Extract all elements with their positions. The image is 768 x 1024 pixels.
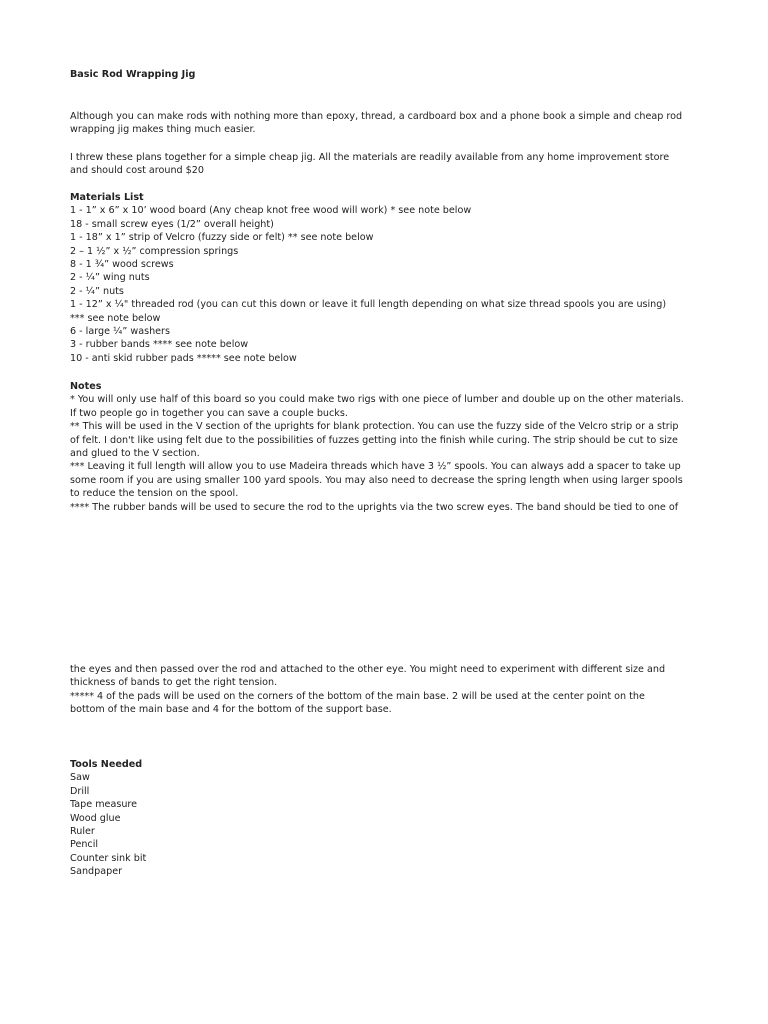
plans-line: and should cost around $20 bbox=[70, 165, 204, 177]
intro-line: Although you can make rods with nothing more than epoxy, thread, a cardboard box and a phone book a simple and cheap rod bbox=[70, 111, 683, 122]
materials-item: 2 – 1 ½” x ½” compression springs bbox=[70, 245, 239, 257]
materials-item: 2 - ¼” wing nuts bbox=[70, 272, 150, 284]
note-line: ***** 4 of the pads will be used on the corners of the bottom of the main base. 2 will be used at the center point on the bbox=[70, 690, 645, 702]
tool-item: Ruler bbox=[70, 826, 95, 838]
note-line: and glued to the V section. bbox=[70, 448, 200, 460]
document-title: Basic Rod Wrapping Jig bbox=[70, 69, 196, 80]
materials-section bbox=[70, 191, 710, 365]
note-line: the eyes and then passed over the rod and attached to the other eye. You might need to experiment with different size and bbox=[70, 664, 666, 675]
note-line: thickness of bands to get the right tension. bbox=[70, 677, 278, 689]
tool-item: Drill bbox=[70, 785, 90, 797]
intro-line: wrapping jig makes thing much easier. bbox=[70, 124, 256, 136]
tool-item: Wood glue bbox=[70, 812, 121, 824]
note-line: **** The rubber bands will be used to secure the rod to the uprights via the two screw eyes. The band should be tied to one of bbox=[70, 501, 679, 513]
intro-paragraph bbox=[70, 110, 710, 137]
note-line: *** Leaving it full length will allow you to use Madeira threads which have 3 ½” spools. You can always add a spacer to take up bbox=[70, 461, 681, 473]
materials-item: 8 - 1 ¾” wood screws bbox=[70, 259, 174, 271]
materials-item: 1 - 12” x ¼" threaded rod (you can cut this down or leave it full length depending on what size thread spools you are using) bbox=[70, 299, 667, 311]
tool-item: Sandpaper bbox=[70, 866, 123, 878]
note-line: bottom of the main base and 4 for the bottom of the support base. bbox=[70, 704, 392, 716]
note-line: ** This will be used in the V section of the uprights for blank protection. You can use the fuzzy side of the Velcro strip or a strip bbox=[70, 421, 679, 433]
note-line: some room if you are using smaller 100 yard spools. You may also need to decrease the spring length when using larger spools bbox=[70, 474, 683, 486]
note-line: of felt. I don't like using felt due to the possibilities of fuzzes getting into the finish while curing. The strip should be cut to size bbox=[70, 434, 678, 446]
plans-line: I threw these plans together for a simple cheap jig. All the materials are readily available from any home improvement store bbox=[70, 152, 670, 163]
materials-item: 10 - anti skid rubber pads ***** see note below bbox=[70, 352, 297, 364]
plans-paragraph bbox=[70, 151, 710, 178]
tool-item: Saw bbox=[70, 772, 90, 784]
materials-item: *** see note below bbox=[70, 312, 161, 324]
note-line: * You will only use half of this board so you could make two rigs with one piece of lumber and double up on the other materials. bbox=[70, 394, 684, 406]
tool-item: Tape measure bbox=[70, 799, 138, 811]
note-line: to reduce the tension on the spool. bbox=[70, 488, 239, 500]
materials-item: 3 - rubber bands **** see note below bbox=[70, 339, 249, 351]
materials-item: 1 - 1” x 6” x 10’ wood board (Any cheap knot free wood will work) * see note below bbox=[70, 205, 472, 217]
tools-section bbox=[70, 758, 710, 879]
note-line: If two people go in together you can save a couple bucks. bbox=[70, 407, 348, 419]
materials-item: 6 - large ¼” washers bbox=[70, 326, 170, 338]
notes-section bbox=[70, 380, 710, 514]
notes-continued bbox=[70, 663, 710, 717]
materials-item: 2 - ¼” nuts bbox=[70, 285, 124, 297]
materials-heading: Materials List bbox=[70, 192, 144, 203]
materials-item: 1 - 18” x 1” strip of Velcro (fuzzy side or felt) ** see note below bbox=[70, 232, 374, 244]
tool-item: Counter sink bit bbox=[70, 852, 147, 864]
materials-item: 18 - small screw eyes (1/2” overall height) bbox=[70, 218, 274, 230]
tools-heading: Tools Needed bbox=[70, 759, 143, 770]
tool-item: Pencil bbox=[70, 839, 99, 851]
notes-heading: Notes bbox=[70, 381, 102, 392]
